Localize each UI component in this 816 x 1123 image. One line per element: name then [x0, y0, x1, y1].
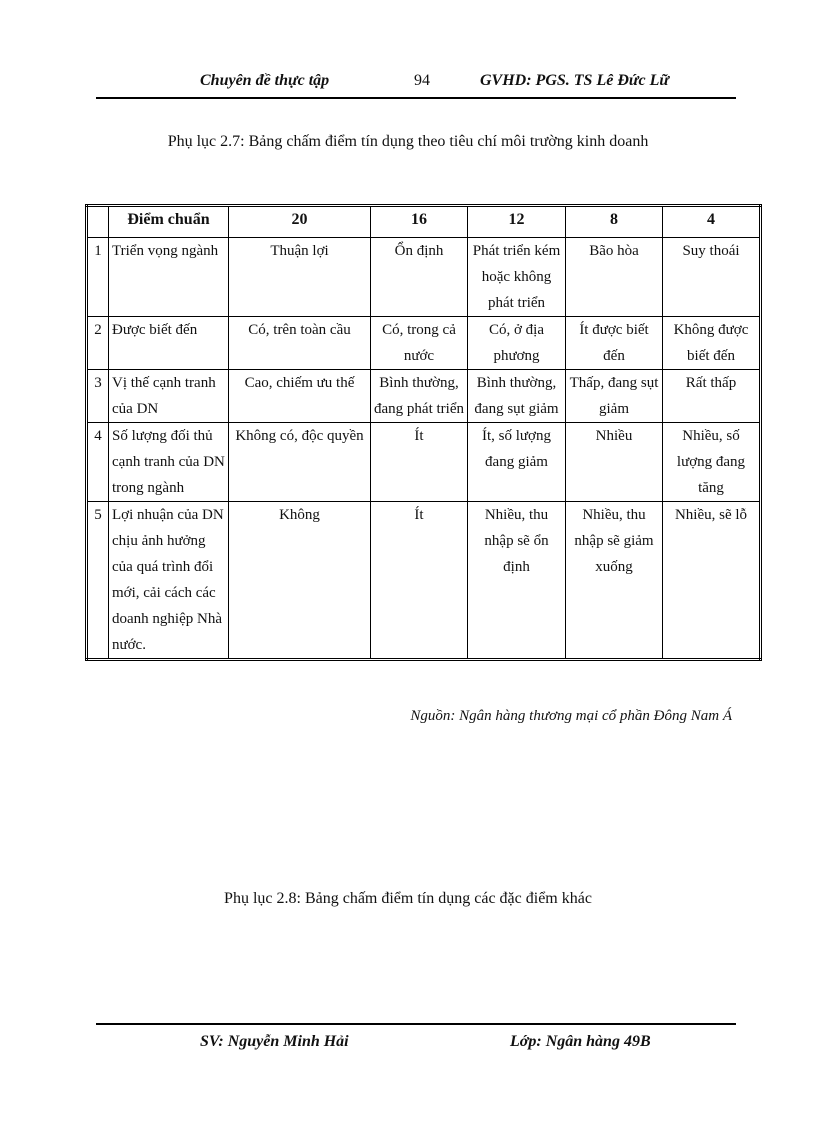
score-12-cell: Ít, số lượng đang giảm: [468, 423, 566, 502]
footer-student: SV: Nguyễn Minh Hải: [200, 1033, 349, 1050]
row-number: 3: [87, 370, 109, 423]
header-divider: [96, 97, 736, 99]
header-cell-index: [87, 206, 109, 238]
table-row: [87, 370, 761, 423]
score-20-cell: Thuận lợi: [229, 238, 371, 317]
score-12-cell: Có, ở địa phương: [468, 317, 566, 370]
score-4-cell: Nhiều, số lượng đang tăng: [663, 423, 761, 502]
score-20-cell: Cao, chiếm ưu thế: [229, 370, 371, 423]
score-16-cell: Có, trong cả nước: [371, 317, 468, 370]
criterion-cell: Số lượng đối thủ cạnh tranh của DN trong ngành: [109, 423, 229, 502]
header-supervisor: GVHD: PGS. TS Lê Đức Lữ: [480, 72, 669, 89]
score-12-cell: Phát triển kém hoặc không phát triển: [468, 238, 566, 317]
score-8-cell: Nhiều: [566, 423, 663, 502]
table-row: [87, 502, 761, 660]
header-page-number: 94: [414, 72, 430, 89]
score-20-cell: Không có, độc quyền: [229, 423, 371, 502]
row-number: 4: [87, 423, 109, 502]
score-20-cell: Không: [229, 502, 371, 660]
score-4-cell: Suy thoái: [663, 238, 761, 317]
footer-divider: [96, 1023, 736, 1025]
table-row: [87, 317, 761, 370]
criterion-cell: Lợi nhuận của DN chịu ảnh hưởng của quá trình đổi mới, cải cách các doanh nghiệp Nhà nước.: [109, 502, 229, 660]
score-12-cell: Bình thường, đang sụt giảm: [468, 370, 566, 423]
row-number: 1: [87, 238, 109, 317]
header-cell-score-8: 8: [566, 206, 663, 238]
score-8-cell: Bão hòa: [566, 238, 663, 317]
score-8-cell: Ít được biết đến: [566, 317, 663, 370]
credit-scoring-table: [85, 204, 762, 661]
page-header: [96, 72, 736, 98]
source-note: Nguồn: Ngân hàng thương mại cổ phần Đông Nam Á: [410, 708, 732, 724]
header-cell-benchmark: Điểm chuẩn: [109, 206, 229, 238]
score-16-cell: Ít: [371, 502, 468, 660]
row-number: 2: [87, 317, 109, 370]
criterion-cell: Vị thế cạnh tranh của DN: [109, 370, 229, 423]
score-20-cell: Có, trên toàn cầu: [229, 317, 371, 370]
header-cell-score-4: 4: [663, 206, 761, 238]
table-header-row: [87, 206, 761, 238]
score-4-cell: Không được biết đến: [663, 317, 761, 370]
header-cell-score-16: 16: [371, 206, 468, 238]
score-16-cell: Bình thường, đang phát triển: [371, 370, 468, 423]
score-16-cell: Ít: [371, 423, 468, 502]
appendix-2-7-title: Phụ lục 2.7: Bảng chấm điểm tín dụng theo tiêu chí môi trường kinh doanh: [167, 133, 649, 150]
table-row: [87, 238, 761, 317]
row-number: 5: [87, 502, 109, 660]
criterion-cell: Được biết đến: [109, 317, 229, 370]
appendix-2-8-title: Phụ lục 2.8: Bảng chấm điểm tín dụng các đặc điểm khác: [224, 890, 592, 907]
score-8-cell: Thấp, đang sụt giảm: [566, 370, 663, 423]
score-8-cell: Nhiều, thu nhập sẽ giảm xuống: [566, 502, 663, 660]
score-4-cell: Rất thấp: [663, 370, 761, 423]
score-16-cell: Ổn định: [371, 238, 468, 317]
footer-class: Lớp: Ngân hàng 49B: [510, 1033, 651, 1050]
criterion-cell: Triển vọng ngành: [109, 238, 229, 317]
table-row: [87, 423, 761, 502]
header-cell-score-12: 12: [468, 206, 566, 238]
header-cell-score-20: 20: [229, 206, 371, 238]
score-12-cell: Nhiều, thu nhập sẽ ổn định: [468, 502, 566, 660]
score-4-cell: Nhiều, sẽ lỗ: [663, 502, 761, 660]
header-topic: Chuyên đề thực tập: [200, 72, 330, 89]
